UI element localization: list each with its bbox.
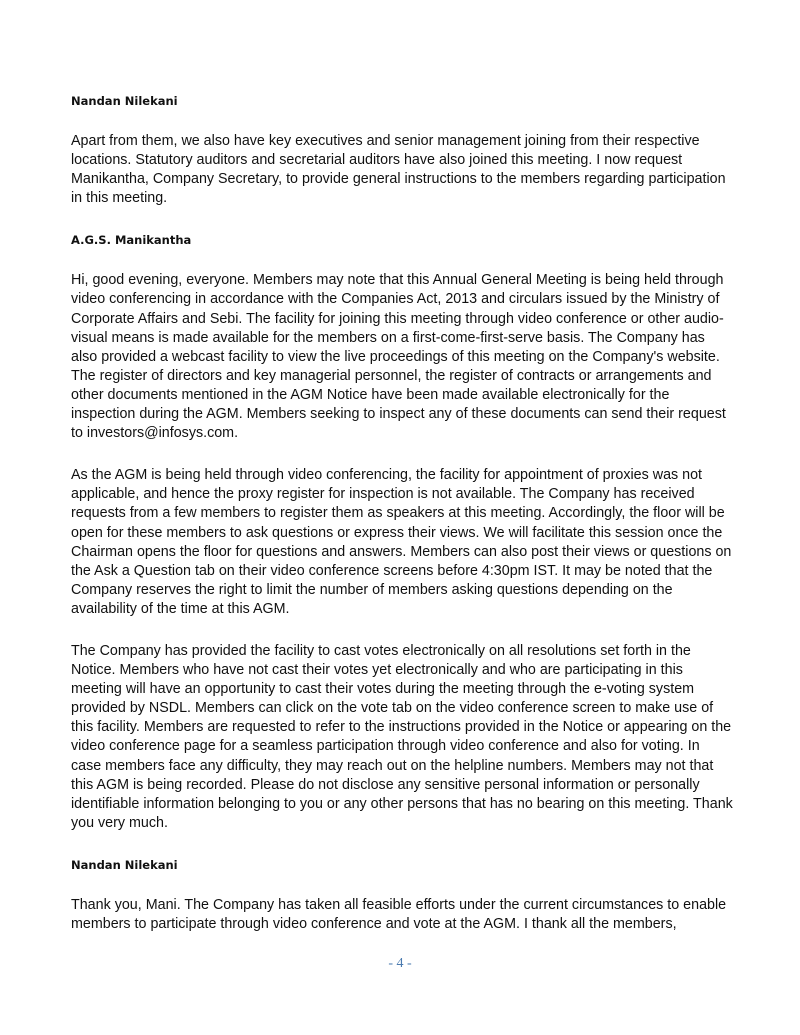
speaker-name: A.G.S. Manikantha: [71, 233, 192, 248]
speaker-name: Nandan Nilekani: [71, 94, 178, 108]
document-page: [71, 92, 733, 957]
paragraph: The Company has provided the facility to cast votes electronically on all resolutions set forth in the Notice. Members who have not cast their votes yet electronically and who are participating in this meeting will have an opportunity to cast their votes during the meeting through the e-voting system provided by NSDL. Members can click on the vote tab on the video conference screen to make use of this facility. Members are requested to refer to the instructions provided in the Notice or appearing on the video conference page for a seamless participation through video conference and also for voting. In case members face any difficulty, they may reach out on the helpline numbers. Members may not that this AGM is being recorded. Please do not disclose any sensitive personal information or personally identifiable information belonging to you or any other persons that has no bearing on this meeting. Thank you very much.: [71, 642, 733, 831]
paragraph: Thank you, Mani. The Company has taken all feasible efforts under the current circumstances to enable members to participate through video conference and vote at the AGM. I thank all the members,: [71, 896, 727, 932]
paragraph: Apart from them, we also have key executives and senior management joining from their respective locations. Statutory auditors and secretarial auditors have also joined this meeting. I now request Manikantha, Company Secretary, to provide general instructions to the members regarding participation in this meeting.: [71, 133, 726, 207]
page-number: - 4 -: [388, 956, 412, 971]
speaker-name: Nandan Nilekani: [71, 857, 178, 872]
paragraph: Hi, good evening, everyone. Members may note that this Annual General Meeting is being held through video conferencing in accordance with the Companies Act, 2013 and circulars issued by the Ministry of Corporate Affairs and Sebi. The facility for joining this meeting through video conference or other audio-visual means is made available for the members on a first-come-first-serve basis. The Company has also provided a webcast facility to view the live proceedings of this meeting on the Company's website. The register of directors and key managerial personnel, the register of contracts or arrangements and other documents mentioned in the AGM Notice have been made available electronically for the inspection during the AGM. Members seeking to inspect any of these documents can send their request to investors@infosys.com.: [71, 272, 726, 442]
paragraph: As the AGM is being held through video conferencing, the facility for appointment of proxies was not applicable, and hence the proxy register for inspection is not available. The Company has received requests from a few members to register them as speakers at this meeting. Accordingly, the floor will be open for these members to ask questions or express their views. We will facilitate this session once the Chairman opens the floor for questions and answers. Members can also post their views or questions on the Ask a Question tab on their video conference screens before 4:30pm IST. It may be noted that the Company reserves the right to limit the number of members asking questions depending on the availability of the time at this AGM.: [71, 467, 732, 617]
